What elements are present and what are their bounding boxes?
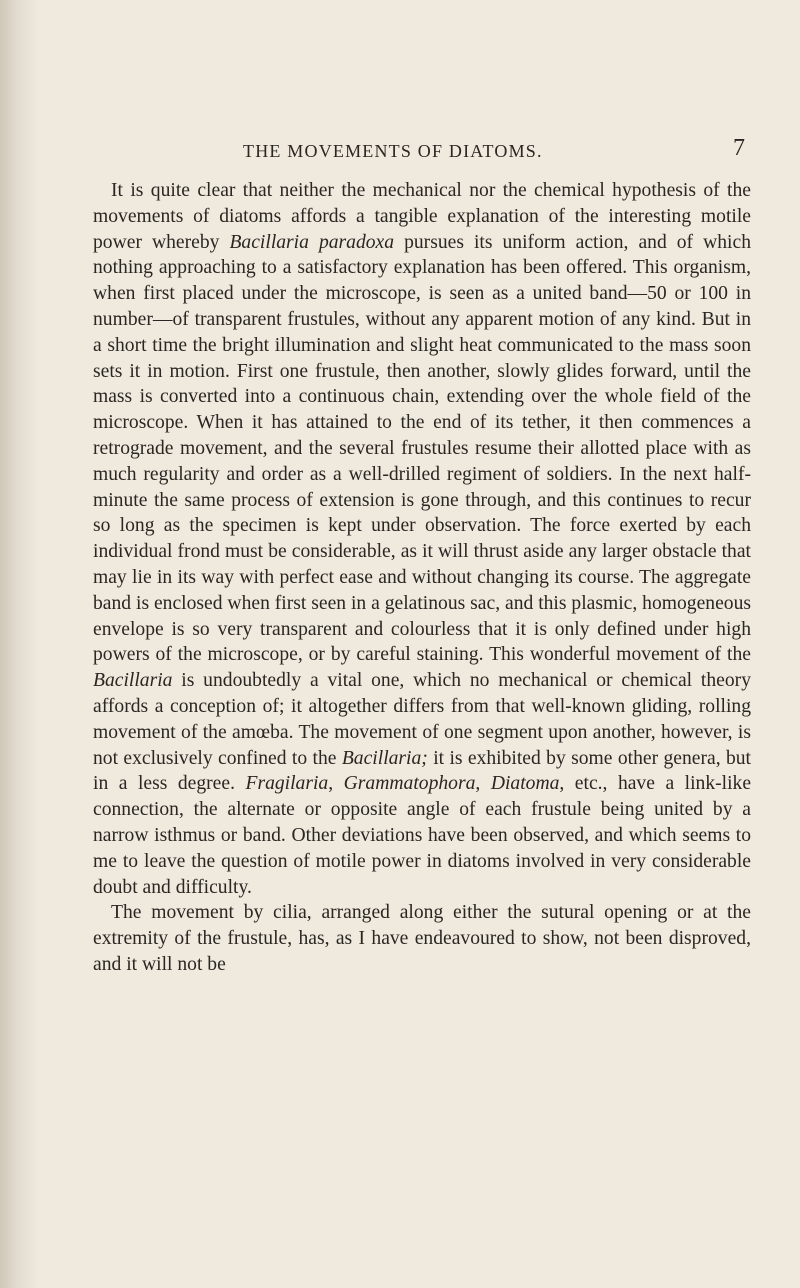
text-run: it is exhibited by some other genera, but in a less degree. (93, 747, 751, 795)
paragraph (93, 178, 751, 900)
italic-term: Bacillaria paradoxa (229, 231, 395, 253)
body-text (93, 178, 751, 978)
italic-term: Diatoma (490, 773, 560, 795)
text-run: is undoubtedly a vital one, which no mechanical or chemical theory affords a conception of; it altogether differs from that well-known gliding, rolling movement of the amœba. The movement of one segment upon another, however, is not exclusively confined to the (93, 670, 751, 769)
italic-term: Bacillaria; (341, 747, 428, 769)
text-run: The movement by cilia, arranged along either the sutural opening or at the extremity of the frustule, has, as I have endeavoured to show, not been disproved, and it will not be (93, 902, 751, 975)
text-run: , (328, 773, 344, 795)
running-title: THE MOVEMENTS OF DIATOMS. (243, 141, 543, 161)
page-header (0, 135, 800, 165)
text-run: , etc., have a link-like connection, the alternate or opposite angle of each frustule being united by a narrow isthmus or band. Other deviations have been observed, and which seems to me to leave the question of motile power in diatoms involved in very considerable doubt and difficulty. (93, 773, 752, 898)
italic-term: Grammatophora (343, 773, 476, 795)
page-edge-shadow (0, 0, 38, 1288)
text-run: pursues its uniform action, and of which nothing approaching to a satisfactory explanation has been offered. This organism, when first placed under the microscope, is seen as a united band—50 or 100 in number—of transparent frustules, without any apparent motion of any kind. But in a short time the bright illumination and slight heat communicated to the mass soon sets it in motion. First one frustule, then another, slowly glides forward, until the mass is converted into a continuous chain, extending over the whole field of the microscope. When it has attained to the end of its tether, it then commences a retrograde movement, and the several frustules resume their allotted place with as much regularity and order as a well-drilled regiment of soldiers. In the next half-minute the same process of extension is gone through, and this continues to recur so long as the specimen is kept under observation. The force exerted by each individual frond must be considerable, as it will thrust aside any larger obstacle that may lie in its way with perfect ease and without changing its course. The aggregate band is enclosed when first seen in a gelatinous sac, and this plasmic, homogeneous envelope is so very transparent and colourless that it is only defined under high powers of the microscope, or by careful staining. This wonderful movement of the (93, 231, 751, 666)
text-run: , (475, 773, 491, 795)
italic-term: Fragilaria (245, 773, 329, 795)
italic-term: Bacillaria (93, 670, 173, 692)
page-number: 7 (733, 135, 745, 161)
text-run: It is quite clear that neither the mechanical nor the chemical hypothesis of the movements of diatoms affords a tangible explanation of the interesting motile power whereby (93, 180, 751, 253)
paragraph (93, 900, 751, 977)
